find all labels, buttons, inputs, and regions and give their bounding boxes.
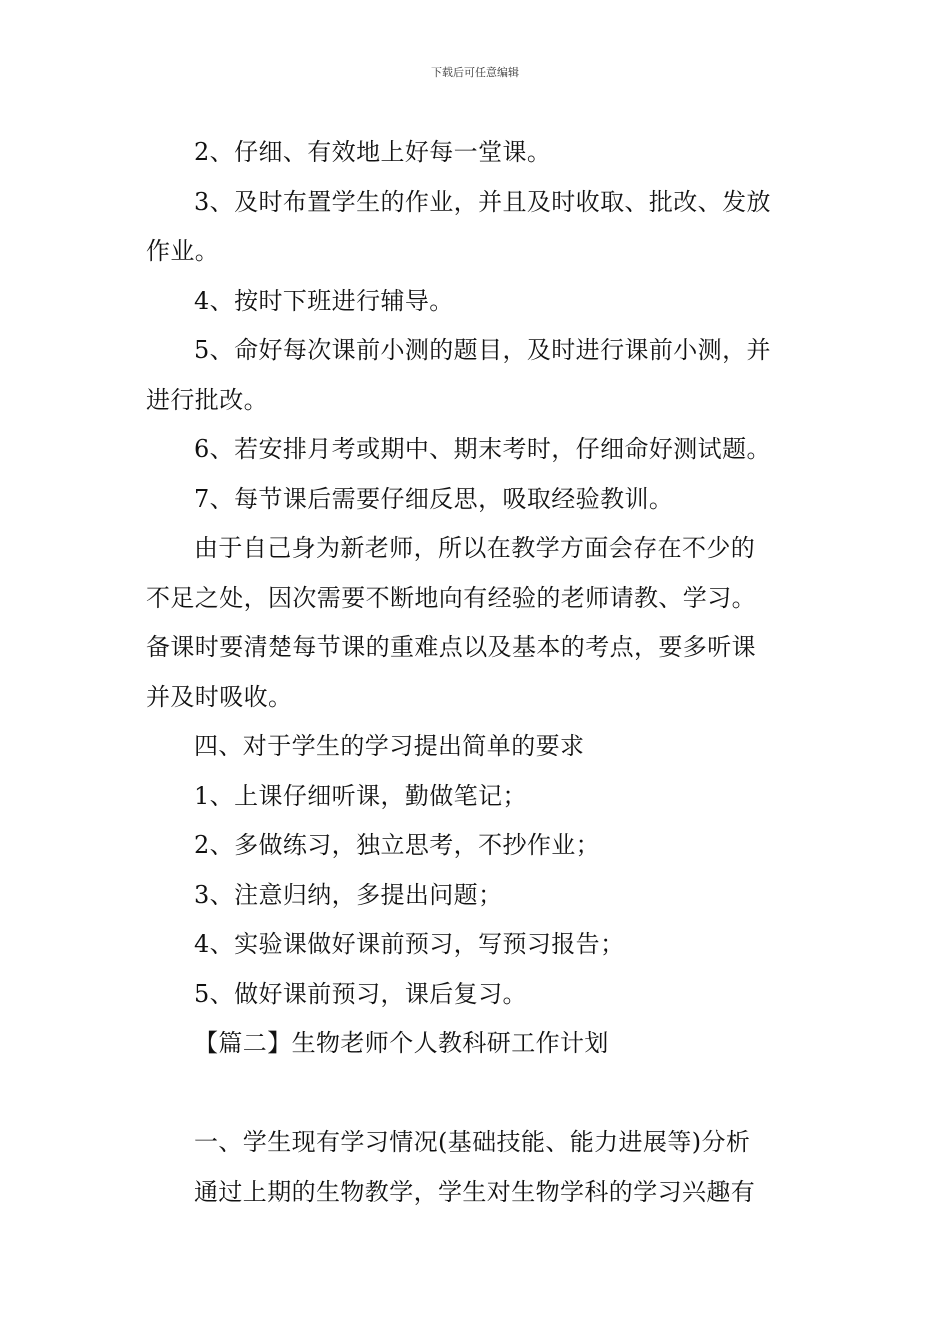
paragraph-line: 作业。	[146, 237, 220, 265]
paragraph-line: 由于自己身为新老师，所以在教学方面会存在不少的	[194, 534, 756, 562]
blank-line	[146, 1069, 808, 1119]
list-item: 3、注意归纳，多提出问题；	[194, 880, 503, 909]
document-body	[146, 128, 808, 1217]
section-heading: 四、对于学生的学习提出简单的要求	[194, 732, 585, 760]
article-title: 【篇二】生物老师个人教科研工作计划	[194, 1029, 609, 1057]
list-item: 5、命好每次课前小测的题目，及时进行课前小测，并	[194, 336, 771, 364]
list-item: 4、按时下班进行辅导。	[194, 286, 454, 315]
list-item: 2、多做练习，独立思考，不抄作业；	[194, 831, 601, 859]
list-item: 2、仔细、有效地上好每一堂课。	[194, 138, 552, 166]
paragraph-line: 并及时吸收。	[146, 682, 293, 711]
section-heading: 一、学生现有学习情况(基础技能、能力进展等)分析	[194, 1128, 751, 1156]
paragraph-line: 备课时要清楚每节课的重难点以及基本的考点，要多听课	[146, 633, 756, 661]
list-item: 6、若安排月考或期中、期末考时，仔细命好测试题。	[194, 435, 771, 463]
list-item: 4、实验课做好课前预习，写预习报告；	[194, 930, 625, 958]
list-item: 7、每节课后需要仔细反思，吸取经验教训。	[194, 484, 674, 513]
list-item: 1、上课仔细听课，勤做笔记；	[194, 781, 527, 810]
paragraph-line: 不足之处，因次需要不断地向有经验的老师请教、学习。	[146, 583, 756, 612]
list-item: 5、做好课前预习，课后复习。	[194, 979, 527, 1008]
list-item: 3、及时布置学生的作业，并且及时收取、批改、发放	[194, 187, 771, 216]
paragraph-line: 通过上期的生物教学，学生对生物学科的学习兴趣有	[194, 1177, 756, 1206]
page-header: 下载后可任意编辑	[431, 66, 519, 79]
paragraph-line: 进行批改。	[146, 385, 268, 414]
